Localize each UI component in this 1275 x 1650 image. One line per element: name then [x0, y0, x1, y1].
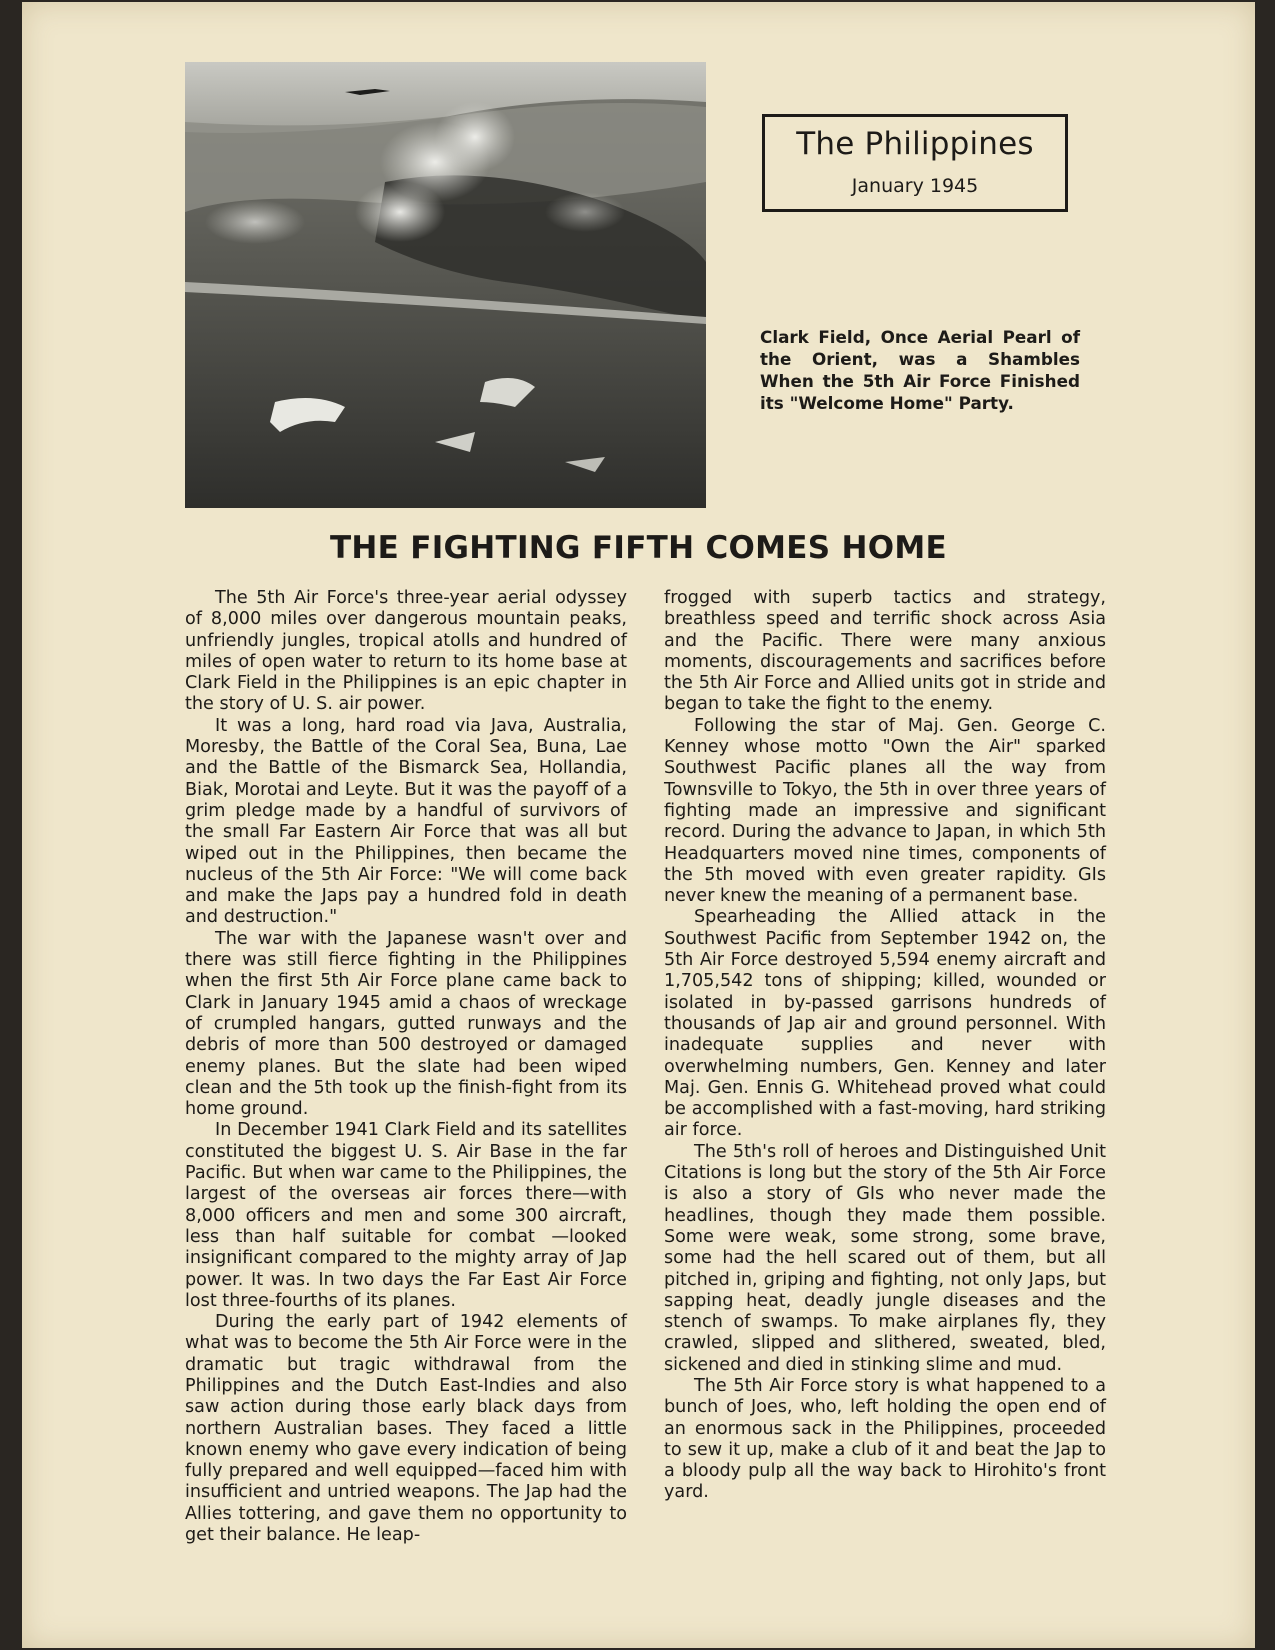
paragraph: The war with the Japanese wasn't over and there was still fierce fighting in the Philippines when the first 5th Air Force plane came back to Clark in January 1945 amid a chaos of wreckage of crumpled hangars, gutted runways and the debris of more than 500 destroyed or damaged enemy planes. But the slate had been wiped clean and the 5th took up the finish-fight from its home ground. — [185, 928, 627, 1120]
paragraph: Spearheading the Allied attack in the Southwest Pacific from September 1942 on, the 5th Air Force destroyed 5,594 enemy aircraft and 1,705,542 tons of shipping; killed, wounded or isolated in by-passed garrisons hundreds of thousands of Jap air and ground personnel. With inadequate supplies and never with overwhelming numbers, Gen. Kenney and later Maj. Gen. Ennis G. Whitehead proved what could be accomplished with a fast-moving, hard striking air force. — [664, 907, 1106, 1141]
aerial-photo — [185, 62, 706, 508]
section-title-box — [762, 114, 1068, 212]
article-column-right — [664, 588, 1106, 1504]
paragraph: The 5th's roll of heroes and Distinguished Unit Citations is long but the story of the 5th Air Force is also a story of GIs who never made the headlines, though they made them possible. Some were weak, some strong, some brave, some had the hell scared out of them, but all pitched in, griping and fighting, not only Japs, but sapping heat, deadly jungle diseases and the stench of swamps. To make airplanes fly, they crawled, slipped and slithered, sweated, bled, sickened and died in stinking slime and mud. — [664, 1141, 1106, 1375]
paragraph: The 5th Air Force's three-year aerial odyssey of 8,000 miles over dangerous mountain peaks, unfriendly jungles, tropical atolls and hundred of miles of open water to return to its home base at Clark Field in the Philippines is an epic chapter in the story of U. S. air power. — [185, 588, 627, 715]
photo-caption: Clark Field, Once Aerial Pearl of the Orient, was a Shambles When the 5th Air Force Finished its "Welcome Home" Party. — [760, 327, 1080, 413]
paragraph: It was a long, hard road via Java, Australia, Moresby, the Battle of the Coral Sea, Buna, Lae and the Battle of the Bismarck Sea, Hollandia, Biak, Morotai and Leyte. But it was the payoff of a grim pledge made by a handful of survivors of the small Far Eastern Air Force that was all but wiped out in the Philippines, then became the nucleus of the 5th Air Force: "We will come back and make the Japs pay a hundred fold in death and destruction." — [185, 715, 627, 928]
section-date: January 1945 — [851, 175, 979, 197]
paragraph: Following the star of Maj. Gen. George C. Kenney whose motto "Own the Air" sparked Southwest Pacific planes all the way from Townsville to Tokyo, the 5th in over three years of fighting made an impressive and significant record. During the advance to Japan, in which 5th Headquarters moved nine times, components of the 5th moved with even greater rapidity. GIs never knew the meaning of a permanent base. — [664, 715, 1106, 907]
article-headline: THE FIGHTING FIFTH COMES HOME — [329, 530, 948, 566]
aerial-bombing-photo-icon — [185, 62, 706, 508]
paragraph: In December 1941 Clark Field and its satellites constituted the biggest U. S. Air Base in the far Pacific. But when war came to the Philippines, the largest of the overseas air forces there—with 8,000 officers and men and some 300 aircraft, less than half suitable for combat —looked insignificant compared to the mighty array of Jap power. It was. In two days the Far East Air Force lost three-fourths of its planes. — [185, 1120, 627, 1311]
paragraph: The 5th Air Force story is what happened to a bunch of Joes, who, left holding the open end of an enormous sack in the Philippines, proceeded to sew it up, make a club of it and beat the Jap to a bloody pulp all the way back to Hirohito's front yard. — [664, 1375, 1106, 1503]
page — [22, 2, 1255, 1648]
section-title: The Philippines — [796, 126, 1034, 162]
paragraph: During the early part of 1942 elements of what was to become the 5th Air Force were in the dramatic but tragic withdrawal from the Philippines and the Dutch East-Indies and also saw action during those early black days from northern Australian bases. They faced a little known enemy who gave every indication of being fully prepared and well equipped—faced him with insufficient and untried weapons. The Jap had the Allies tottering, and gave them no opportunity to get their balance. He leap- — [185, 1312, 627, 1546]
paragraph: frogged with superb tactics and strategy, breathless speed and terrific shock across Asia and the Pacific. There were many anxious moments, discouragements and sacrifices before the 5th Air Force and Allied units got in stride and began to take the fight to the enemy. — [664, 588, 1106, 715]
article-column-left — [185, 588, 627, 1546]
